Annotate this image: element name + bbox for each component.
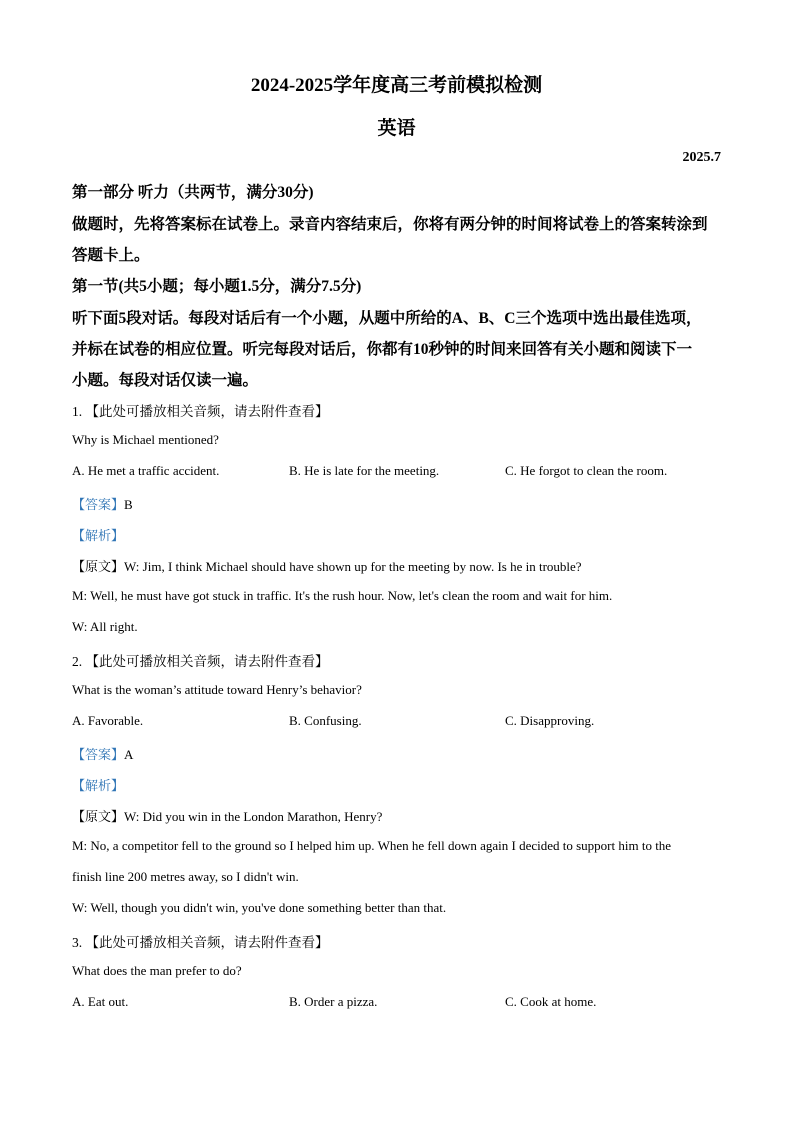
part-note-cont: 答题卡上。: [72, 247, 150, 264]
exam-date: 2025.7: [682, 150, 721, 165]
answer-label: 【答案】: [72, 747, 125, 762]
transcript-label: 【原文】: [72, 559, 125, 574]
document-title: 2024-2025学年度高三考前模拟检测: [250, 75, 543, 96]
section-note-cont2: 小题。每段对话仅读一遍。: [72, 372, 259, 389]
question-1-header: [72, 400, 329, 420]
transcript-line: M: No, a competitor fell to the ground so I helped him up. When he fell down again I decided to support him to the: [72, 838, 672, 853]
question-2-text: What is the woman’s attitude toward Henry’s behavior?: [72, 682, 362, 697]
part-note: 做题时，先将答案标在试卷上。录音内容结束后，你将有两分钟的时间将试卷上的答案转涂到: [72, 216, 708, 233]
question-1-option-a: A. He met a traffic accident.: [72, 463, 220, 478]
section-note: 听下面5段对话。每段对话后有一个小题，从题中所给的A、B、C三个选项中选出最佳选项，: [72, 310, 702, 327]
answer-label: 【答案】: [72, 497, 125, 512]
audio-link[interactable]: 【此处可播放相关音频，请去附件查看】: [85, 935, 329, 950]
section-note-cont: 并标在试卷的相应位置。听完每段对话后，你都有10秒钟的时间来回答有关小题和阅读下一: [72, 341, 693, 358]
question-2-option-b: B. Confusing.: [289, 713, 362, 728]
part-title: 第一部分 听力（共两节，满分30分): [72, 184, 314, 201]
question-1-text: Why is Michael mentioned?: [72, 432, 219, 447]
question-2-analysis-label: 【解析】: [72, 778, 125, 793]
transcript-line: W: Did you win in the London Marathon, Henry?: [124, 809, 383, 824]
transcript-line: M: Well, he must have got stuck in traffic. It's the rush hour. Now, let's clean the room and wait for him.: [72, 588, 613, 603]
subject-title: 英语: [377, 118, 416, 139]
question-number: 1.: [72, 404, 83, 419]
question-2-transcript: [72, 806, 382, 825]
question-3-option-b: B. Order a pizza.: [289, 994, 378, 1009]
audio-link[interactable]: 【此处可播放相关音频，请去附件查看】: [85, 404, 329, 419]
answer-value: A: [124, 747, 134, 762]
question-number: 3.: [72, 935, 83, 950]
question-2-option-a: A. Favorable.: [72, 713, 144, 728]
transcript-line: finish line 200 metres away, so I didn't win.: [72, 869, 299, 884]
answer-value: B: [124, 497, 133, 512]
question-1-answer: [72, 494, 133, 513]
question-2-answer: [72, 744, 133, 763]
question-3-option-a: A. Eat out.: [72, 994, 129, 1009]
transcript-line: W: All right.: [72, 619, 138, 634]
transcript-label: 【原文】: [72, 809, 125, 824]
question-1-option-c: C. He forgot to clean the room.: [505, 463, 668, 478]
question-1-transcript: [72, 556, 582, 575]
question-1-analysis-label: 【解析】: [72, 528, 125, 543]
question-number: 2.: [72, 654, 83, 669]
question-3-option-c: C. Cook at home.: [505, 994, 597, 1009]
question-2-header: [72, 650, 329, 670]
transcript-line: W: Well, though you didn't win, you've done something better than that.: [72, 900, 447, 915]
question-1-option-b: B. He is late for the meeting.: [289, 463, 440, 478]
audio-link[interactable]: 【此处可播放相关音频，请去附件查看】: [85, 654, 329, 669]
section-title: 第一节(共5小题；每小题1.5分，满分7.5分): [72, 278, 362, 295]
question-3-text: What does the man prefer to do?: [72, 963, 242, 978]
question-3-header: [72, 931, 329, 951]
transcript-line: W: Jim, I think Michael should have shown up for the meeting by now. Is he in trouble?: [124, 559, 582, 574]
question-2-option-c: C. Disapproving.: [505, 713, 595, 728]
